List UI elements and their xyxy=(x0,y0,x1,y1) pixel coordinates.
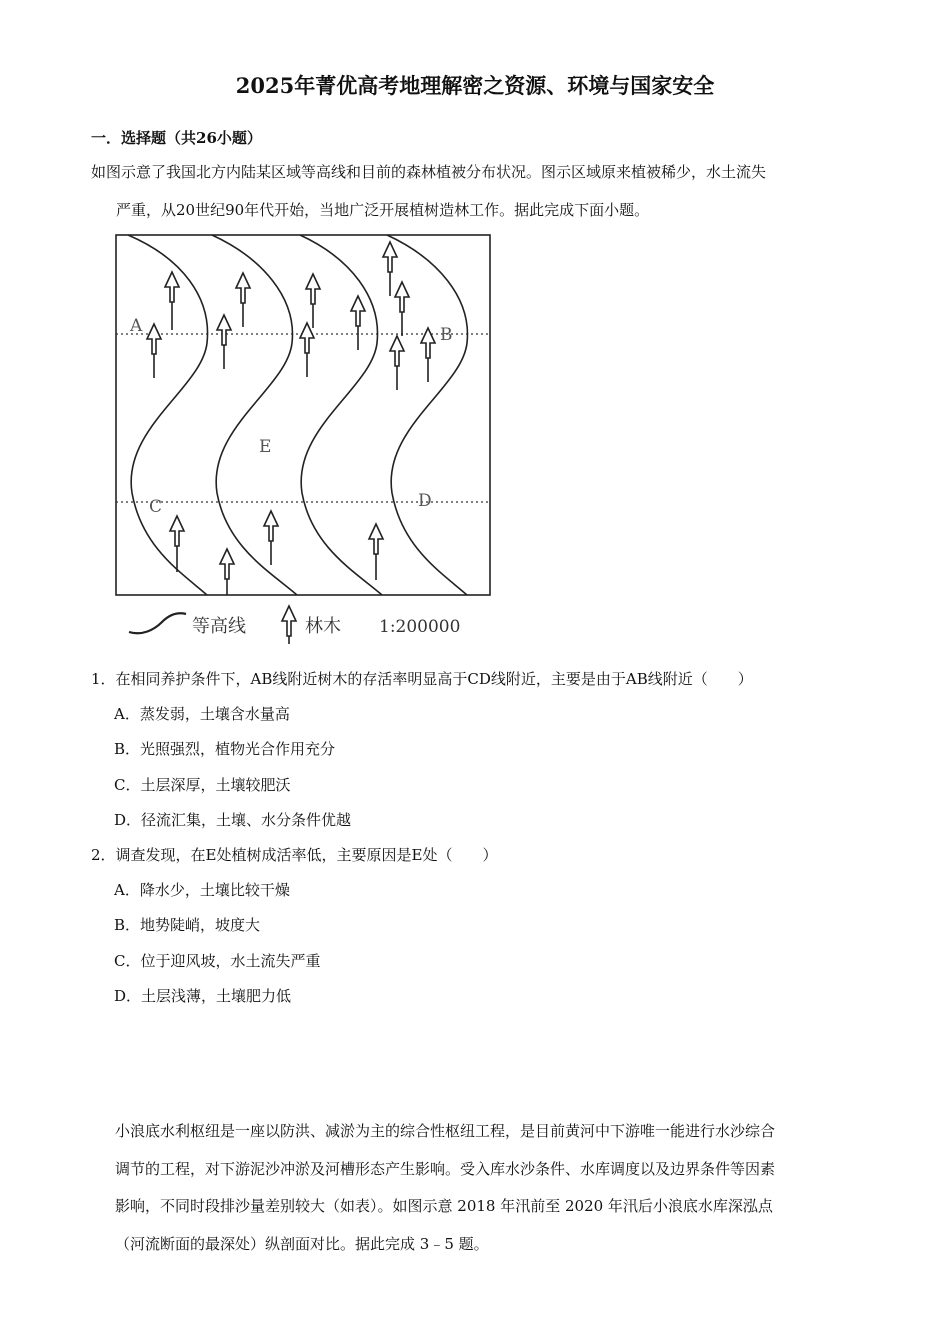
contour-line-1 xyxy=(128,235,208,595)
legend-contour-label: 等高线 xyxy=(192,616,246,637)
tree-icon xyxy=(390,336,404,390)
intro-line-1: 如图示意了我国北方内陆某区域等高线和目前的森林植被分布状况。图示区域原来植被稀少，水土流失 xyxy=(91,163,767,181)
question-1-option-d[interactable]: D．径流汇集，土壤、水分条件优越 xyxy=(114,811,352,829)
question-1-stem: 1．在相同养护条件下，AB线附近树木的存活率明显高于CD线附近，主要是由于AB线附近（ ） xyxy=(91,670,753,688)
contour-line-2 xyxy=(212,235,297,595)
question-1-option-c[interactable]: C．土层深厚，土壤较肥沃 xyxy=(114,776,291,794)
document-title: 2025年菁优高考地理解密之资源、环境与国家安全 xyxy=(235,73,715,98)
question-1-option-b[interactable]: B．光照强烈，植物光合作用充分 xyxy=(114,740,336,758)
intro-line-2: 严重，从20世纪90年代开始，当地广泛开展植树造林工作。据此完成下面小题。 xyxy=(116,201,650,219)
label-c: C xyxy=(149,497,163,517)
question-2-option-a[interactable]: A．降水少，土壤比较干燥 xyxy=(114,881,290,899)
passage-2-line-1: 小浪底水利枢纽是一座以防洪、减淤为主的综合性枢纽工程，是目前黄河中下游唯一能进行水沙综合 xyxy=(115,1122,776,1140)
passage-2-line-3: 影响，不同时段排沙量差别较大（如表）。如图示意 2018 年汛前至 2020 年汛后小浪底水库深泓点 xyxy=(115,1197,773,1215)
label-d: D xyxy=(418,491,432,511)
label-a: A xyxy=(130,316,143,336)
tree-icon xyxy=(264,511,278,565)
tree-icon xyxy=(351,296,365,350)
map-scale: 1:200000 xyxy=(379,617,461,637)
tree-icon xyxy=(306,274,320,328)
tree-icon xyxy=(217,315,231,369)
question-2-option-d[interactable]: D．土层浅薄，土壤肥力低 xyxy=(114,987,292,1005)
tree-icon xyxy=(421,328,435,382)
question-1-option-a[interactable]: A．蒸发弱，土壤含水量高 xyxy=(114,705,290,723)
label-b: B xyxy=(440,325,453,345)
question-2-stem: 2．调查发现，在E处植树成活率低，主要原因是E处（ ） xyxy=(91,846,498,864)
label-e: E xyxy=(259,437,272,457)
passage-2-line-4: （河流断面的最深处）纵剖面对比。据此完成 3﹣5 题。 xyxy=(115,1235,489,1253)
contour-map-figure xyxy=(112,228,512,648)
question-2-option-c[interactable]: C．位于迎风坡，水土流失严重 xyxy=(114,952,321,970)
section-heading: 一．选择题（共26小题） xyxy=(91,129,262,147)
tree-icon xyxy=(165,272,179,330)
tree-icon xyxy=(369,524,383,580)
tree-icon xyxy=(220,549,234,595)
legend-contour-icon xyxy=(129,613,186,633)
tree-icon xyxy=(300,323,314,377)
tree-icon xyxy=(147,324,161,378)
tree-icon xyxy=(236,273,250,327)
tree-icon xyxy=(395,282,409,336)
question-2-option-b[interactable]: B．地势陡峭，坡度大 xyxy=(114,916,261,934)
legend-tree-icon xyxy=(282,606,296,644)
passage-2-line-2: 调节的工程，对下游泥沙冲淤及河槽形态产生影响。受入库水沙条件、水库调度以及边界条件等因素 xyxy=(115,1160,776,1178)
legend-forest-label: 林木 xyxy=(305,616,341,637)
tree-icon xyxy=(383,242,397,296)
